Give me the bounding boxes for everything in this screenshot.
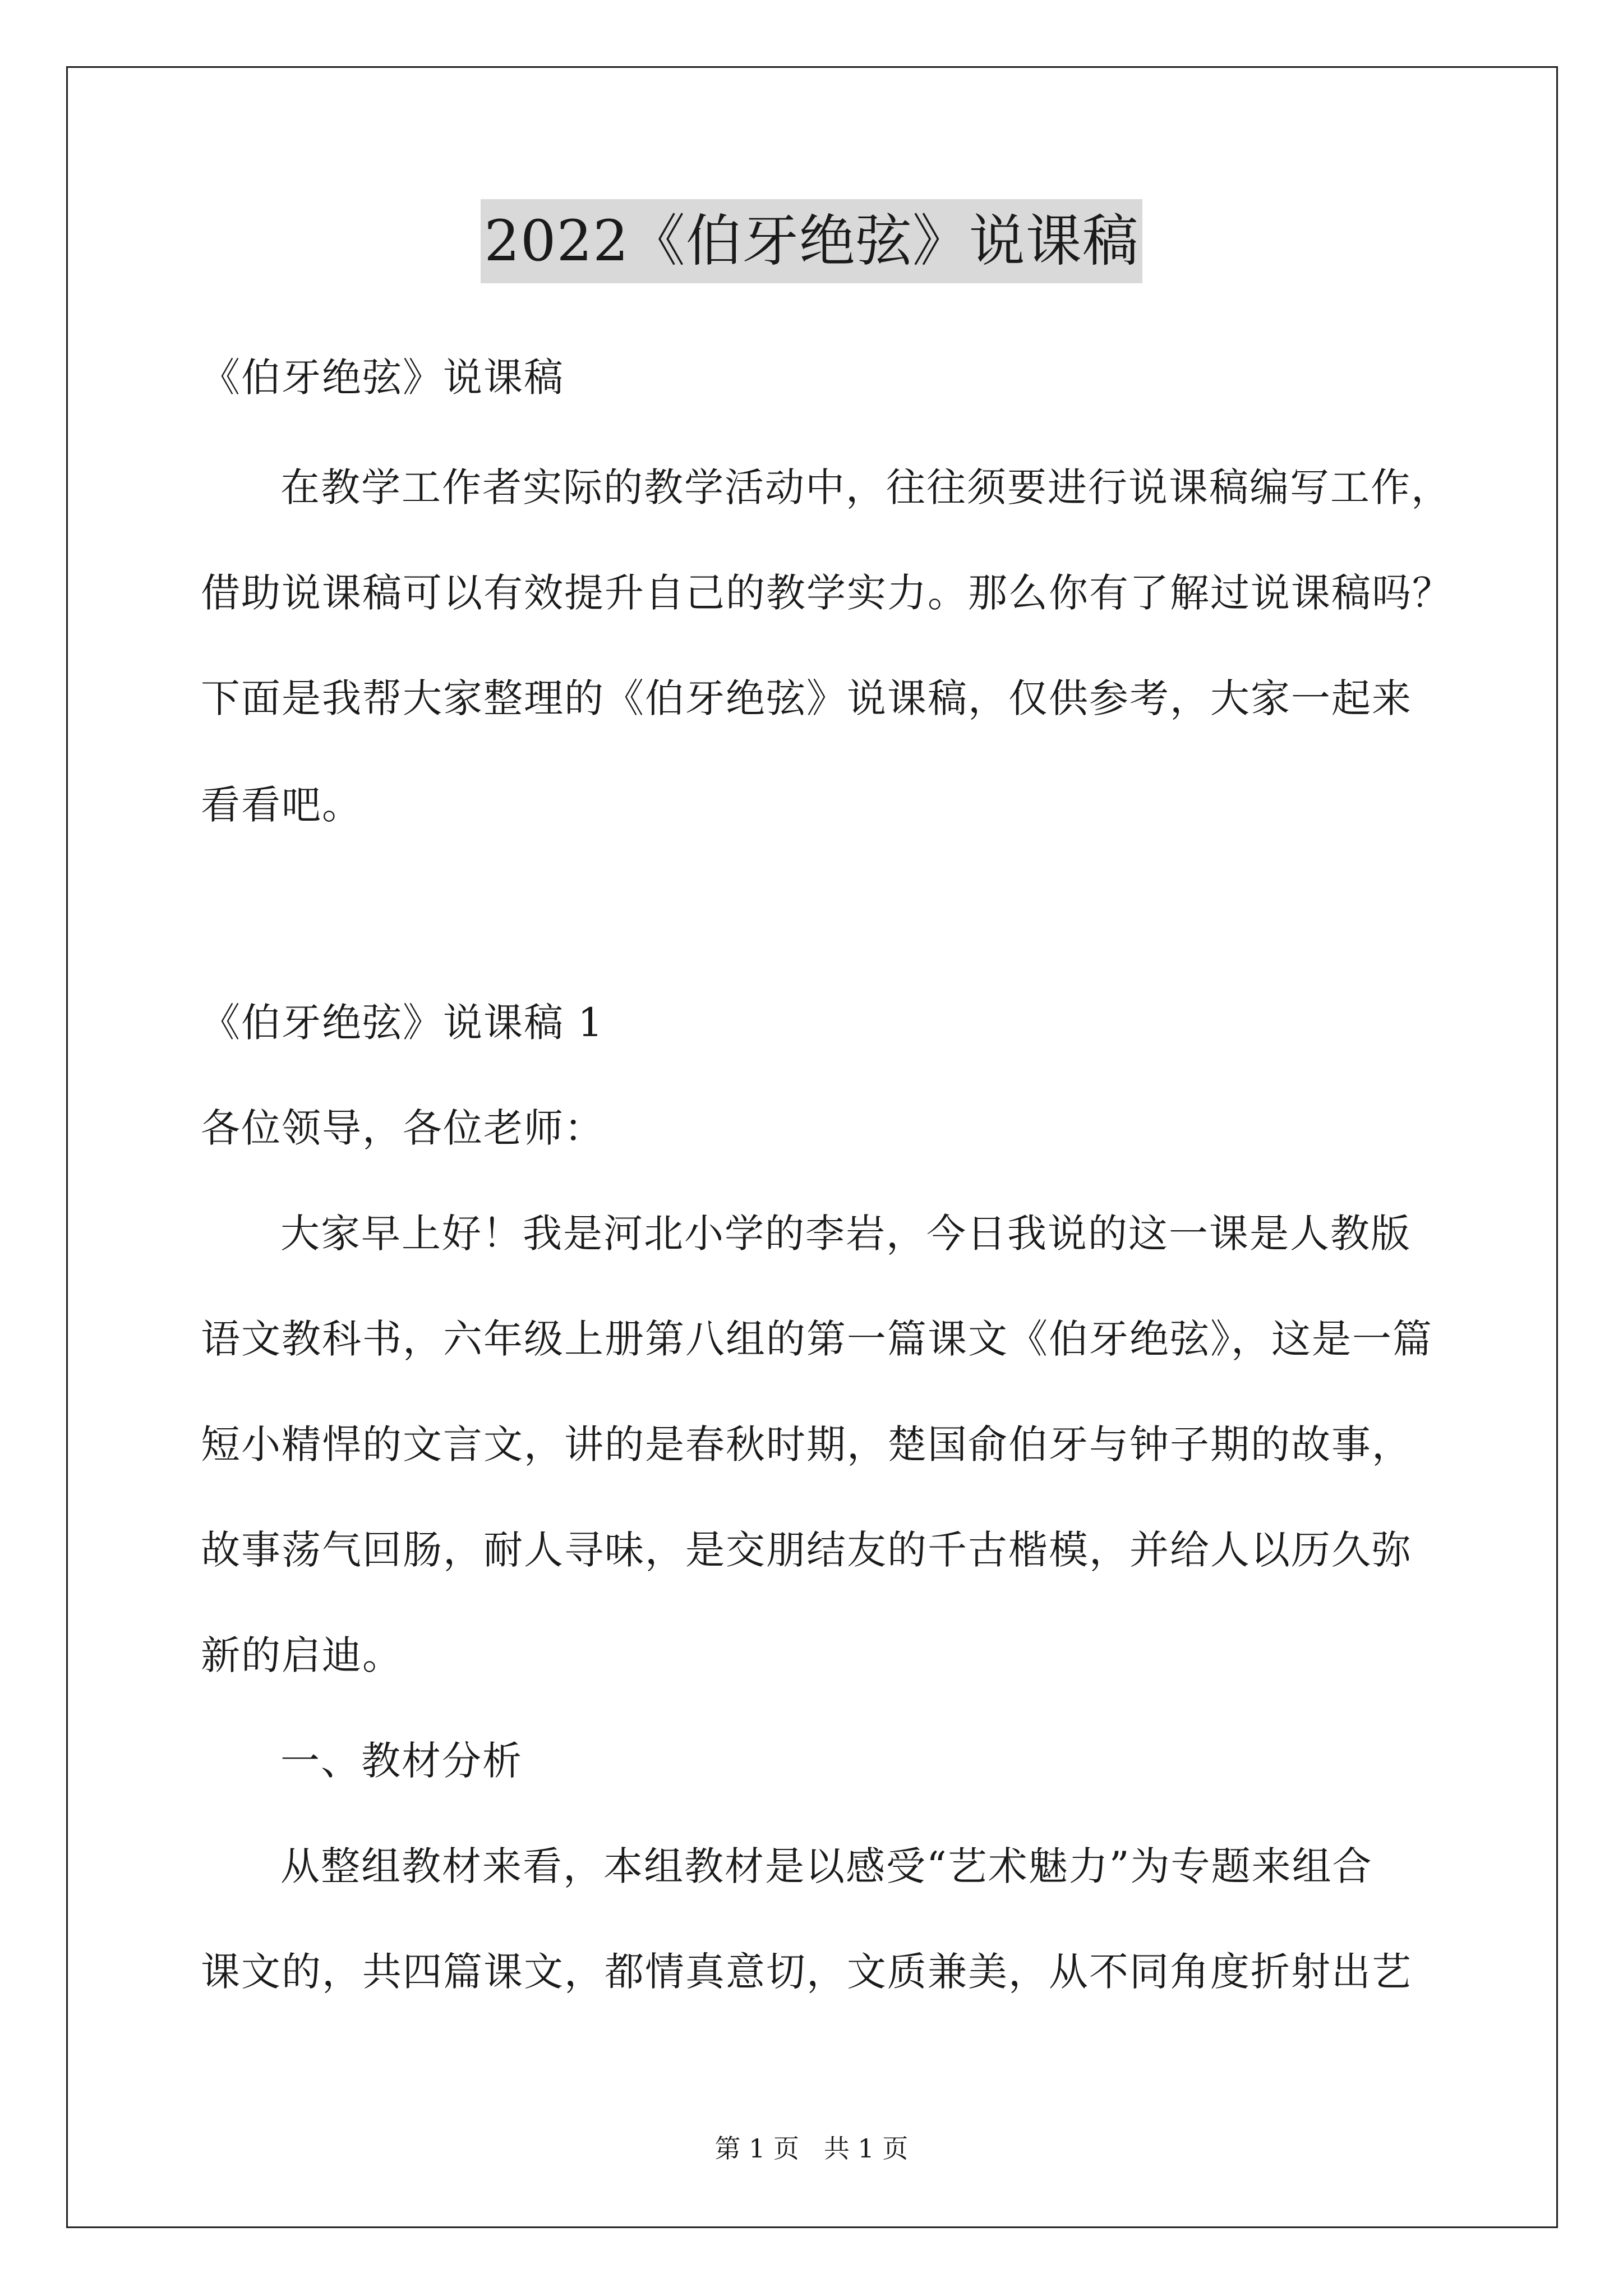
document-title: 2022《伯牙绝弦》说课稿 <box>481 199 1142 283</box>
paragraph-line: 从整组教材来看，本组教材是以感受“艺术魅力”为专题来组合 <box>280 1843 1373 1889</box>
paragraph-line: 故事荡气回肠，耐人寻味，是交朋结友的千古楷模，并给人以历久弥 <box>201 1527 1412 1573</box>
paragraph-line: 新的启迪。 <box>201 1632 403 1678</box>
paragraph-line: 在教学工作者实际的教学活动中，往往须要进行说课稿编写工作， <box>280 464 1451 510</box>
paragraph-line: 短小精悍的文言文，讲的是春秋时期，楚国俞伯牙与钟子期的故事， <box>201 1421 1412 1467</box>
paragraph-line: 课文的，共四篇课文，都情真意切，文质兼美，从不同角度折射出艺 <box>201 1949 1412 1995</box>
paragraph-line: 借助说课稿可以有效提升自己的教学实力。那么你有了解过说课稿吗？ <box>201 570 1453 616</box>
subsection-heading: 一、教材分析 <box>280 1738 523 1784</box>
subtitle-line: 《伯牙绝弦》说课稿 <box>201 355 564 401</box>
paragraph-line: 大家早上好！我是河北小学的李岩，今日我说的这一课是人教版 <box>280 1211 1411 1257</box>
title-container <box>0 199 1623 283</box>
paragraph-line: 语文教科书，六年级上册第八组的第一篇课文《伯牙绝弦》，这是一篇 <box>201 1316 1433 1362</box>
paragraph-line: 看看吧。 <box>201 782 362 828</box>
paragraph-line: 下面是我帮大家整理的《伯牙绝弦》说课稿，仅供参考，大家一起来 <box>201 675 1412 721</box>
page-footer: 第 1 页 共 1 页 <box>714 2133 909 2164</box>
section-heading: 《伯牙绝弦》说课稿 1 <box>201 1000 604 1046</box>
greeting-line: 各位领导，各位老师： <box>201 1105 605 1151</box>
